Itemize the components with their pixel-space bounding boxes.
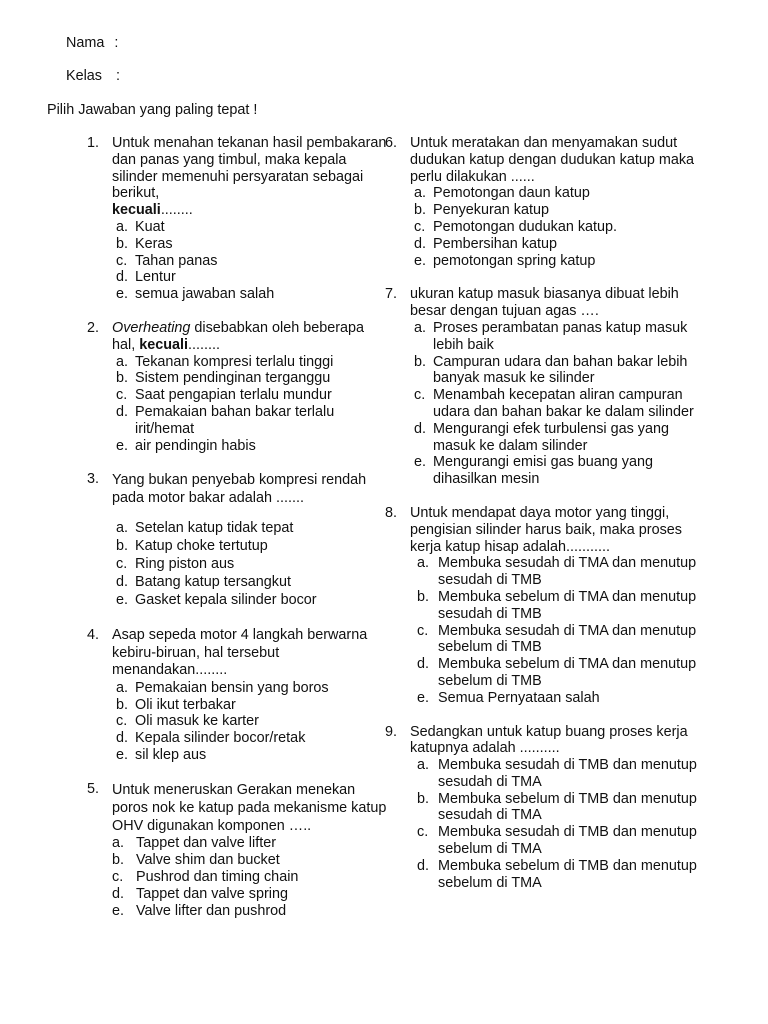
name-field: [66, 35, 118, 52]
question-7: [385, 286, 705, 488]
option-letter: b.: [116, 538, 129, 555]
question-4: [87, 627, 387, 763]
name-colon: :: [114, 35, 119, 51]
question-text-main: disebabkan oleh beberapa hal,: [112, 319, 365, 353]
option-text: Katup choke tertutup: [135, 538, 268, 555]
question-2: [87, 320, 387, 454]
option-d[interactable]: [112, 269, 387, 286]
class-label: Kelas: [66, 68, 102, 84]
option-text: Kepala silinder bocor/retak: [135, 730, 306, 747]
option-d[interactable]: [112, 404, 387, 438]
option-text: Pembersihan katup: [433, 235, 557, 252]
option-b[interactable]: [410, 589, 705, 623]
option-e[interactable]: [112, 286, 387, 303]
option-text: Pemakaian bensin yang boros: [135, 679, 329, 696]
question-text: [112, 135, 387, 219]
option-a[interactable]: [410, 555, 705, 589]
option-a[interactable]: [112, 354, 387, 371]
option-b[interactable]: [410, 202, 705, 219]
option-text: Menambah kecepatan aliran campuran udara dan bahan bakar ke dalam silinder: [433, 387, 694, 420]
instruction: Pilih Jawaban yang paling tepat !: [47, 102, 258, 118]
option-letter: d.: [116, 403, 129, 420]
option-letter: d.: [417, 656, 430, 673]
option-c[interactable]: [112, 387, 387, 404]
option-letter: e.: [112, 902, 125, 919]
option-letter: a.: [116, 353, 129, 370]
option-text: Penyekuran katup: [433, 202, 550, 219]
option-letter: d.: [414, 235, 427, 252]
option-text: Keras: [135, 235, 173, 252]
option-letter: e.: [417, 689, 430, 706]
option-a[interactable]: [410, 320, 705, 354]
option-letter: c.: [116, 713, 128, 730]
option-letter: a.: [417, 757, 430, 774]
option-b[interactable]: [112, 236, 387, 253]
options-list: [410, 757, 705, 891]
option-text: Ring piston aus: [135, 555, 235, 572]
options-list: [410, 185, 705, 269]
option-a[interactable]: [112, 835, 387, 852]
option-a[interactable]: [410, 185, 705, 202]
option-letter: d.: [414, 420, 427, 437]
option-text: air pendingin habis: [135, 437, 256, 454]
question-number: 6.: [385, 135, 398, 151]
option-c[interactable]: [112, 713, 387, 730]
question-5: [87, 781, 387, 920]
option-letter: b.: [116, 370, 129, 387]
class-colon: :: [116, 68, 120, 84]
option-a[interactable]: [112, 520, 387, 538]
option-a[interactable]: [112, 219, 387, 236]
option-d[interactable]: [410, 656, 705, 690]
option-letter: b.: [417, 790, 430, 807]
question-1: [87, 135, 387, 303]
option-c[interactable]: [410, 623, 705, 657]
option-b[interactable]: [410, 354, 705, 388]
question-text-bold: kecuali: [112, 202, 161, 219]
option-d[interactable]: [410, 858, 705, 892]
option-letter: c.: [414, 218, 426, 235]
option-e[interactable]: [112, 438, 387, 455]
option-letter: d.: [116, 573, 129, 590]
option-text: Tekanan kompresi terlalu tinggi: [135, 353, 334, 370]
right-column: [385, 135, 705, 891]
question-text-main: Untuk menahan tekanan hasil pembakaran dan panas yang timbul, maka kepala silinder memenuhi persyaratan sebagai berikut,: [112, 135, 387, 202]
option-d[interactable]: [112, 730, 387, 747]
option-text: Saat pengapian terlalu mundur: [135, 387, 332, 404]
option-letter: e.: [116, 286, 129, 303]
option-text: Pemakaian bahan bakar terlalu irit/hemat: [135, 403, 335, 437]
class-field: [66, 68, 120, 85]
option-letter: c.: [116, 387, 128, 404]
option-text: Membuka sesudah di TMB dan menutup sebelum di TMA: [438, 824, 697, 858]
option-letter: a.: [414, 319, 427, 336]
options-list: [112, 520, 387, 609]
option-letter: d.: [112, 885, 125, 902]
option-text: Proses perambatan panas katup masuk lebih baik: [433, 319, 688, 353]
option-letter: e.: [116, 591, 129, 608]
option-letter: b.: [414, 202, 427, 219]
option-letter: c.: [417, 824, 429, 841]
option-e[interactable]: [410, 454, 705, 488]
option-c[interactable]: [410, 824, 705, 858]
option-text: semua jawaban salah: [135, 286, 275, 303]
option-e[interactable]: [112, 903, 387, 920]
question-text-bold: kecuali: [139, 336, 189, 353]
option-text: Membuka sebelum di TMA dan menutup sesudah di TMB: [438, 588, 697, 622]
question-3: [87, 471, 387, 609]
option-letter: e.: [414, 454, 427, 471]
question-number: 7.: [385, 286, 398, 303]
option-text: Membuka sesudah di TMA dan menutup sesudah di TMB: [438, 555, 697, 589]
option-letter: b.: [414, 353, 427, 370]
option-c[interactable]: [112, 253, 387, 270]
option-letter: a.: [116, 679, 129, 696]
options-list: [410, 320, 705, 488]
options-list: [410, 555, 705, 706]
option-text: Tappet dan valve spring: [136, 885, 289, 902]
options-list: [112, 835, 387, 919]
option-letter: b.: [116, 696, 129, 713]
option-letter: a.: [112, 835, 125, 852]
option-text: Kuat: [135, 218, 165, 235]
question-9: [385, 724, 705, 892]
question-text: Untuk mendapat daya motor yang tinggi, pengisian silinder harus baik, maka proses kerja katup hisap adalah...........: [410, 504, 682, 555]
options-list: [112, 680, 387, 764]
option-text: Gasket kepala silinder bocor: [135, 591, 317, 608]
question-text: Yang bukan penyebab kompresi rendah pada motor bakar adalah .......: [112, 472, 367, 507]
question-8: [385, 505, 705, 707]
option-letter: c.: [414, 387, 426, 404]
question-text: Asap sepeda motor 4 langkah berwarna kebiru-biruan, hal tersebut menandakan........: [112, 627, 368, 679]
option-text: Membuka sesudah di TMB dan menutup sesudah di TMA: [438, 757, 697, 790]
option-letter: b.: [116, 235, 129, 252]
option-letter: a.: [417, 555, 430, 572]
option-text: Valve lifter dan pushrod: [136, 902, 287, 919]
option-letter: d.: [116, 730, 129, 747]
question-text-tail: ........: [160, 202, 193, 219]
option-letter: c.: [116, 555, 128, 572]
option-text: Oli ikut terbakar: [135, 696, 236, 713]
option-letter: a.: [116, 520, 129, 537]
option-text: Membuka sebelum di TMB dan menutup sesudah di TMA: [438, 790, 697, 824]
option-text: Membuka sesudah di TMA dan menutup sebelum di TMB: [438, 622, 697, 656]
option-e[interactable]: [112, 747, 387, 764]
option-e[interactable]: [410, 690, 705, 707]
options-list: [112, 219, 387, 303]
option-letter: e.: [116, 437, 129, 454]
option-b[interactable]: [410, 791, 705, 825]
option-letter: e.: [414, 252, 427, 269]
option-text: Campuran udara dan bahan bakar lebih banyak masuk ke silinder: [433, 353, 688, 387]
question-text: ukuran katup masuk biasanya dibuat lebih besar dengan tujuan agas ….: [410, 286, 679, 320]
option-letter: a.: [414, 185, 427, 202]
option-text: Membuka sebelum di TMA dan menutup sebelum di TMB: [438, 656, 697, 689]
option-text: Membuka sebelum di TMB dan menutup sebelum di TMA: [438, 857, 697, 891]
option-e[interactable]: [112, 592, 387, 610]
option-letter: b.: [417, 588, 430, 605]
option-d[interactable]: [410, 421, 705, 455]
option-text: Pushrod dan timing chain: [136, 869, 299, 886]
option-c[interactable]: [112, 869, 387, 886]
option-a[interactable]: [410, 757, 705, 791]
option-b[interactable]: [112, 370, 387, 387]
option-a[interactable]: [112, 680, 387, 697]
option-d[interactable]: [112, 574, 387, 592]
question-number: 1.: [87, 135, 100, 151]
question-number: 9.: [385, 723, 398, 740]
option-d[interactable]: [112, 886, 387, 903]
option-d[interactable]: [410, 236, 705, 253]
option-text: Batang katup tersangkut: [135, 573, 292, 590]
left-column: [87, 135, 387, 919]
option-text: Tappet dan valve lifter: [136, 835, 276, 852]
option-b[interactable]: [112, 852, 387, 869]
option-text: Lentur: [135, 269, 176, 286]
option-letter: d.: [116, 269, 129, 286]
option-text: Oli masuk ke karter: [135, 713, 259, 730]
option-text: Mengurangi efek turbulensi gas yang masuk ke dalam silinder: [433, 420, 669, 454]
option-text: sil klep aus: [135, 747, 207, 764]
question-text: [112, 320, 387, 354]
option-text: Semua Pernyataan salah: [438, 689, 600, 706]
option-letter: b.: [112, 852, 125, 869]
question-number: 4.: [87, 627, 100, 644]
option-c[interactable]: [112, 556, 387, 574]
question-text-tail: ........: [188, 336, 221, 353]
option-letter: c.: [417, 622, 429, 639]
option-letter: c.: [116, 252, 128, 269]
option-text: pemotongan spring katup: [433, 252, 596, 269]
option-text: Valve shim dan bucket: [136, 852, 280, 869]
question-text: Untuk meneruskan Gerakan menekan poros nok ke katup pada mekanisme katup OHV digunakan komponen …..: [112, 781, 387, 835]
option-letter: e.: [116, 747, 129, 764]
option-letter: a.: [116, 218, 129, 235]
option-text: Pemotongan daun katup: [433, 185, 590, 202]
option-text: Tahan panas: [135, 252, 218, 269]
question-number: 5.: [87, 780, 100, 797]
option-c[interactable]: [410, 387, 705, 421]
option-text: Setelan katup tidak tepat: [135, 520, 294, 537]
question-text-italic: Overheating: [112, 319, 191, 336]
option-text: Mengurangi emisi gas buang yang dihasilkan mesin: [433, 454, 653, 488]
option-e[interactable]: [410, 253, 705, 270]
question-number: 2.: [87, 319, 100, 336]
name-label: Nama: [66, 35, 105, 51]
option-letter: c.: [112, 869, 124, 886]
question-text: Untuk meratakan dan menyamakan sudut dudukan katup dengan dudukan katup maka perlu dilakukan ......: [410, 135, 695, 185]
question-text: Sedangkan untuk katup buang proses kerja katupnya adalah ..........: [410, 723, 688, 757]
option-c[interactable]: [410, 219, 705, 236]
option-b[interactable]: [112, 697, 387, 714]
question-number: 8.: [385, 504, 398, 521]
option-letter: d.: [417, 857, 430, 874]
option-text: Pemotongan dudukan katup.: [433, 218, 618, 235]
options-list: [112, 354, 387, 455]
option-text: Sistem pendinginan terganggu: [135, 370, 331, 387]
question-6: [385, 135, 705, 269]
question-number: 3.: [87, 471, 100, 488]
option-b[interactable]: [112, 538, 387, 556]
